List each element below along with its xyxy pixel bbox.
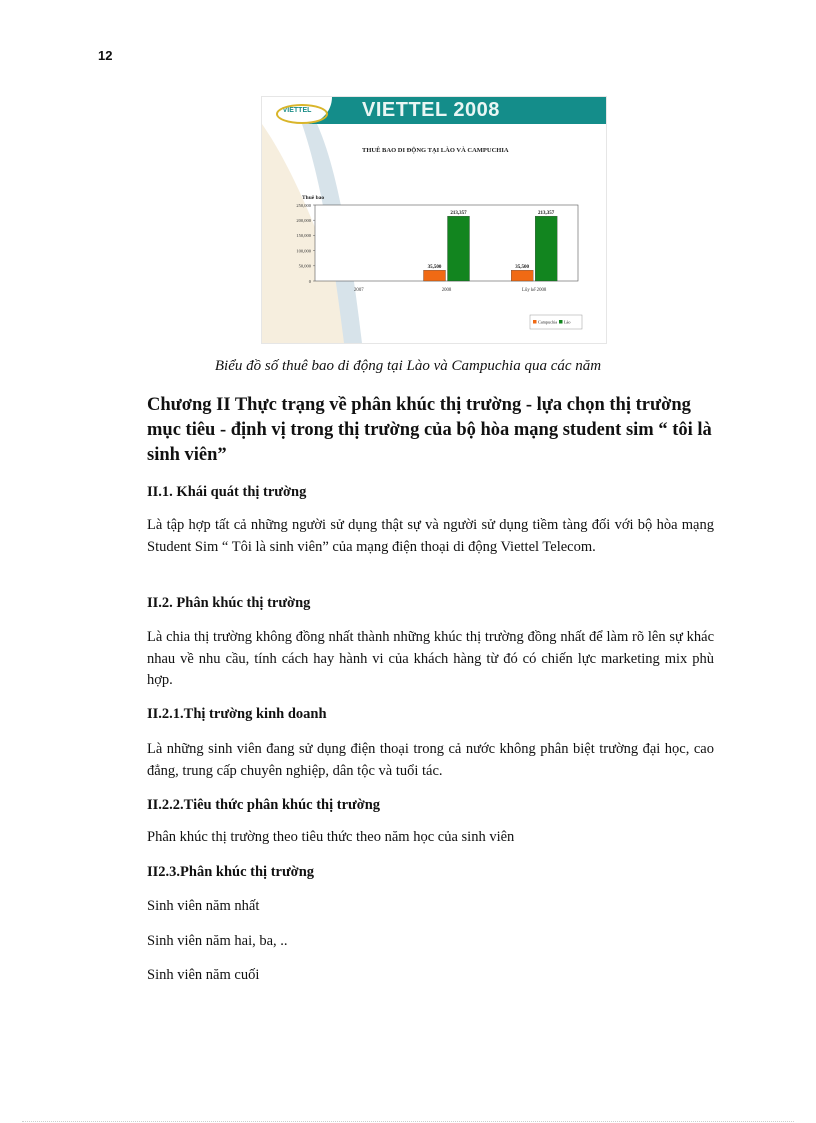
logo-text: VIETTEL — [282, 107, 312, 114]
section-heading-II-2-1: II.2.1.Thị trường kinh doanh — [147, 706, 327, 722]
section-text-II-2-1: Là những sinh viên đang sử dụng điện thoại trong cả nước không phân biệt trường đại học, cao đẳng, trung cấp chuyên nghiệp, dân tộc và tuổi tác. — [147, 741, 714, 779]
y-tick-label: 250,000 — [296, 202, 311, 208]
bar-lào — [535, 216, 557, 281]
y-tick-label: 100,000 — [296, 248, 311, 254]
legend-label: Campuchia — [538, 319, 558, 325]
page-number: 12 — [98, 48, 113, 63]
section-text-II-2: Là chia thị trường không đồng nhất thành những khúc thị trường đồng nhất để làm rõ lên sự khác nhau về nhu cầu, tính cách hay hành vi của khách hàng từ đó có chiến lực marketing mix phù hợp. — [147, 629, 714, 688]
section-heading-II-1: II.1. Khái quát thị trường — [147, 484, 307, 500]
bar-campuchia — [511, 270, 533, 281]
chart-title: THUÊ BAO DI ĐỘNG TẠI LÀO VÀ CAMPUCHIA — [362, 147, 509, 154]
figure-caption: Biểu đồ số thuê bao di động tại Lào và Campuchia qua các năm — [214, 358, 602, 374]
list-item: Sinh viên năm hai, ba, .. — [147, 933, 288, 949]
legend-swatch-lào — [559, 320, 563, 324]
y-axis-label: Thuê bao — [302, 195, 325, 201]
x-ticks — [354, 288, 547, 293]
banner-title: VIETTEL 2008 — [362, 99, 500, 121]
section-heading-II-2: II.2. Phân khúc thị trường — [147, 595, 311, 611]
y-tick-label: 0 — [308, 278, 311, 284]
chart-figure — [261, 96, 607, 344]
section-text-II-1: Là tập hợp tất cả những người sử dụng thật sự và người sử dụng tiềm tàng đối với bộ hòa mạng Student Sim “ Tôi là sinh viên” của mạng điện thoại di động Viettel Telecom. — [147, 517, 714, 555]
bar-chart — [262, 97, 606, 343]
legend-items — [533, 320, 571, 325]
data-label: 213,357 — [450, 211, 467, 217]
section-text-II-2-2: Phân khúc thị trường theo tiêu thức theo năm học của sinh viên — [147, 829, 515, 845]
x-tick-label: 2008 — [441, 288, 452, 293]
y-tick-label: 150,000 — [296, 233, 311, 239]
x-tick-label: Lũy kế 2008 — [522, 288, 547, 293]
legend-label: Lào — [564, 319, 571, 325]
bar-campuchia — [424, 270, 446, 281]
chapter-title: Chương II Thực trạng về phân khúc thị trường - lựa chọn thị trường mục tiêu - định vị trong thị trường của bộ hòa mạng student sim “ tôi là sinh viên” — [147, 395, 712, 465]
footer-rule — [22, 1121, 794, 1122]
x-tick-label: 2007 — [354, 288, 364, 293]
y-tick-label: 200,000 — [296, 218, 311, 223]
list-item: Sinh viên năm nhất — [147, 898, 260, 914]
y-tick-label: 50,000 — [298, 263, 311, 269]
list-item: Sinh viên năm cuối — [147, 967, 260, 983]
section-heading-II-2-2: II.2.2.Tiêu thức phân khúc thị trường — [147, 797, 381, 813]
data-label: 213,357 — [538, 211, 555, 217]
data-label: 35,500 — [427, 265, 442, 271]
legend-swatch-campuchia — [533, 320, 537, 324]
bar-lào — [448, 216, 470, 281]
data-label: 35,500 — [515, 265, 530, 271]
section-heading-II-2-3: II2.3.Phân khúc thị trường — [147, 864, 315, 880]
